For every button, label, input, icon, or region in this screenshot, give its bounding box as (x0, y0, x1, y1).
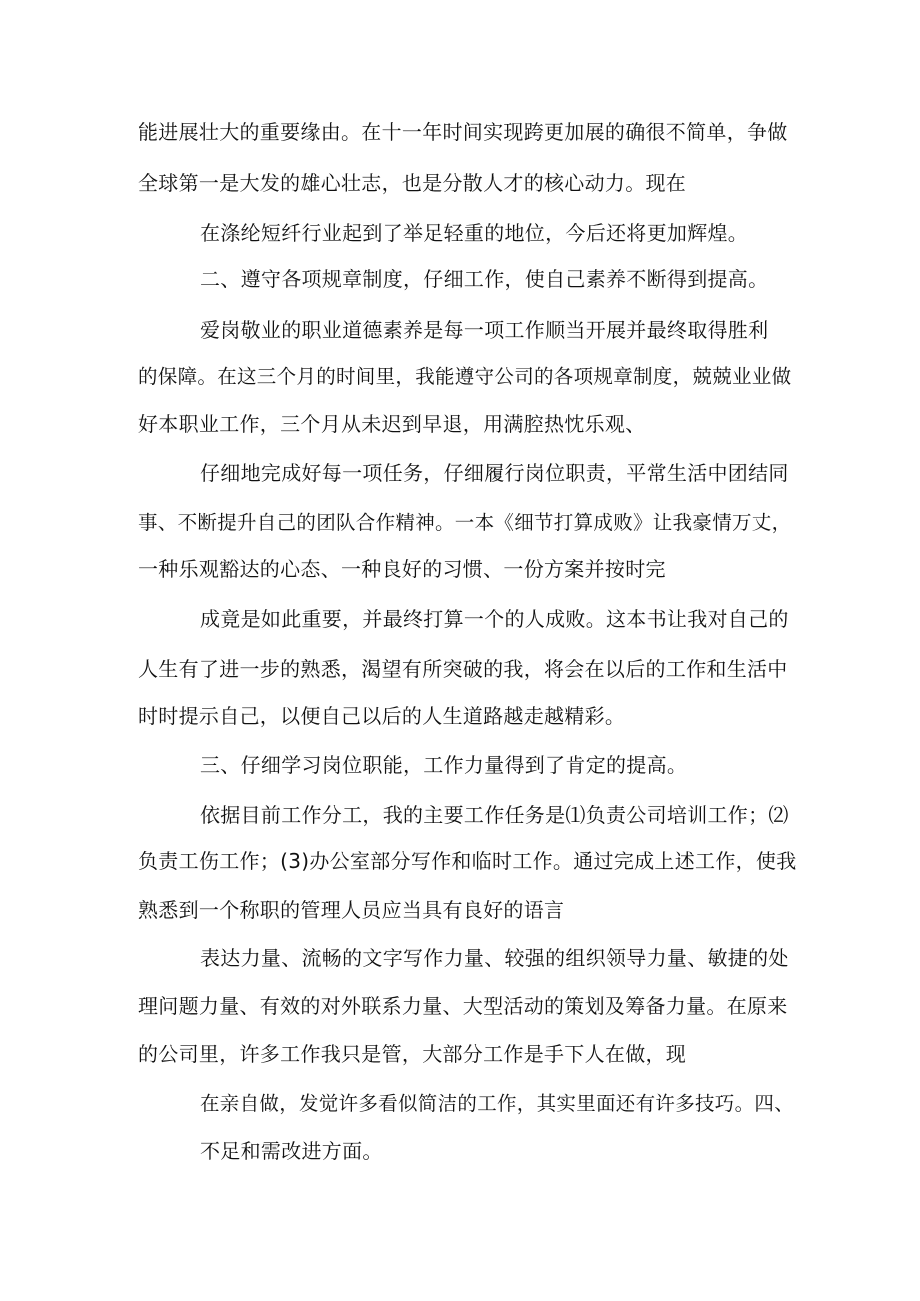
text-line: 好本职业工作，三个月从未迟到早退，用满腔热忱乐观、 (138, 412, 646, 436)
text-line: 全球第一是大发的雄心壮志，也是分散人才的核心动力。现在 (138, 171, 687, 195)
text-line: 能进展壮大的重要缘由。在十一年时间实现跨更加展的确很不简单，争做 (138, 120, 788, 144)
text-line: 理问题力量、有效的对外联系力量、大型活动的策划及筹备力量。在原来 (138, 994, 788, 1018)
text-line: 不足和需改进方面。 (200, 1139, 383, 1163)
text-line: 时时提示自己，以便自己以后的人生道路越走越精彩。 (138, 704, 626, 728)
text-line: 的保障。在这三个月的时间里，我能遵守公司的各项规章制度，兢兢业业做 (138, 365, 792, 388)
text-line: 成竟是如此重要，并最终打算一个的人成败。这本书让我对自己的 (200, 607, 789, 631)
text-line: 仔细地完成好每一项任务，仔细履行岗位职责，平常生活中团结同 (200, 461, 789, 485)
text-line: 一种乐观豁达的心态、一种良好的习惯、一份方案并按时完 (138, 557, 666, 581)
text-line: 二、遵守各项规章制度，仔细工作，使自己素养不断得到提高。 (200, 267, 769, 291)
text-line: 依据目前工作分工，我的主要工作任务是⑴负责公司培训工作；⑵ (200, 803, 789, 827)
text-line: 事、不断提升自己的团队合作精神。一本《细节打算成败》让我豪情万丈， (138, 511, 792, 534)
text-line: 负责工伤工作；(3)办公室部分写作和临时工作。通过完成上述工作，使我 (138, 849, 797, 873)
text-line: 三、仔细学习岗位职能，工作力量得到了肯定的提高。 (200, 753, 688, 777)
text-line: 表达力量、流畅的文字写作力量、较强的组织领导力量、敏捷的处 (200, 946, 789, 970)
text-line: 人生有了进一步的熟悉，渴望有所突破的我，将会在以后的工作和生活中 (138, 657, 788, 681)
text-line: 的公司里，许多工作我只是管，大部分工作是手下人在做，现 (138, 1042, 687, 1066)
text-line: 在涤纶短纤行业起到了举足轻重的地位，今后还将更加辉煌。 (200, 221, 749, 245)
text-line: 爱岗敬业的职业道德素养是每一项工作顺当开展并最终取得胜利 (200, 318, 769, 342)
text-line: 熟悉到一个称职的管理人员应当具有良好的语言 (138, 898, 565, 922)
text-line: 在亲自做，发觉许多看似简洁的工作，其实里面还有许多技巧。四、 (200, 1092, 795, 1115)
